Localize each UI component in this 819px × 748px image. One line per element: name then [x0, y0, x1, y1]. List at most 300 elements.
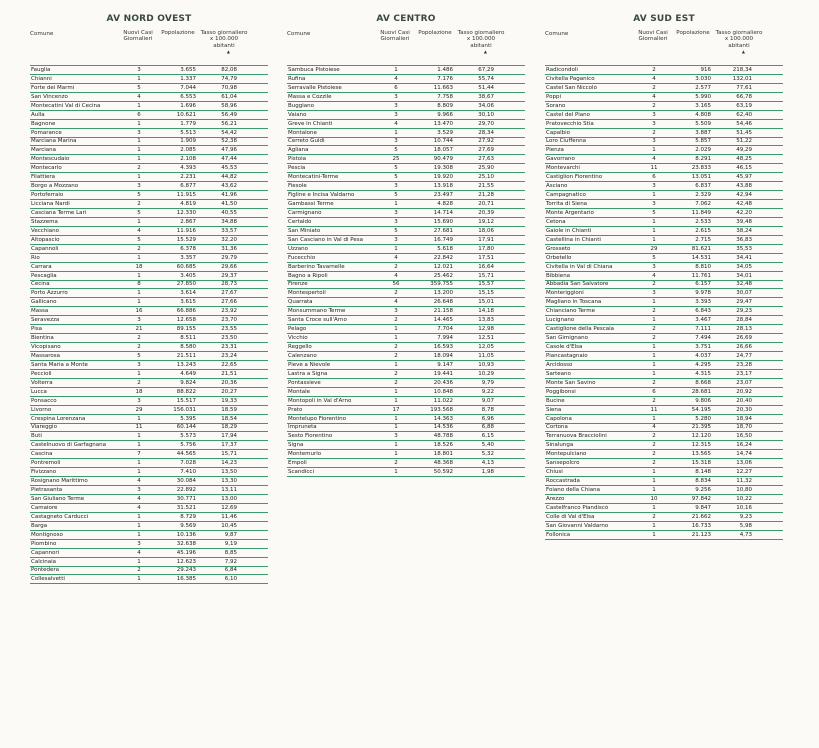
cell-comune: Capannori: [31, 549, 60, 556]
cell-new-cases: 5: [394, 192, 398, 199]
cell-population: 193.568: [430, 406, 453, 413]
cell-population: 30.084: [176, 478, 196, 485]
cell-rate: 9,07: [481, 397, 494, 404]
table-row: [30, 146, 268, 155]
cell-rate: 8,78: [481, 406, 494, 413]
cell-new-cases: 5: [652, 209, 656, 216]
table-row: [30, 218, 268, 227]
cell-new-cases: 2: [137, 344, 141, 351]
table-row: [30, 567, 268, 576]
cell-comune: Castelnuovo di Garfagnana: [31, 442, 107, 449]
cell-new-cases: 4: [137, 495, 141, 502]
cell-population: 3.030: [695, 75, 711, 82]
cell-rate: 21,28: [478, 192, 494, 199]
cell-new-cases: 1: [394, 397, 398, 404]
cell-comune: Barberino Tavarnelle: [288, 263, 345, 270]
table-row: [30, 84, 268, 93]
table-row: [30, 575, 268, 584]
cell-rate: 46,15: [736, 165, 752, 172]
cell-comune: San Vincenzo: [31, 93, 68, 100]
cell-comune: Castel San Niccolò: [546, 84, 597, 91]
cell-new-cases: 2: [394, 344, 398, 351]
header-new-cases[interactable]: Nuovi Casi Giornalieri: [638, 30, 668, 43]
cell-population: 12.330: [176, 209, 196, 216]
cell-new-cases: 1: [652, 236, 656, 243]
cell-population: 1.779: [180, 120, 196, 127]
cell-new-cases: 2: [137, 245, 141, 252]
cell-comune: Agliana: [288, 147, 309, 154]
table-row: [287, 468, 525, 477]
table-row: [545, 191, 783, 200]
cell-population: 916: [700, 66, 711, 73]
cell-new-cases: 1: [137, 370, 141, 377]
cell-comune: Gallicano: [31, 299, 57, 306]
cell-population: 32.638: [176, 540, 196, 547]
table-row: [30, 513, 268, 522]
cell-comune: Cascina: [31, 451, 53, 458]
table-row: [30, 441, 268, 450]
table-row: [30, 102, 268, 111]
cell-comune: Cortona: [546, 424, 568, 431]
cell-rate: 34,88: [221, 218, 237, 225]
cell-new-cases: 2: [652, 308, 656, 315]
cell-rate: 18,29: [221, 424, 237, 431]
cell-new-cases: 11: [650, 406, 658, 413]
cell-rate: 29,79: [221, 254, 237, 261]
cell-rate: 63,19: [736, 102, 752, 109]
panel-av-sud-est: [545, 8, 783, 540]
cell-rate: 23,17: [736, 370, 752, 377]
table-row: [287, 164, 525, 173]
cell-new-cases: 4: [652, 156, 656, 163]
cell-rate: 48,25: [736, 156, 752, 163]
sort-descending-icon[interactable]: ▲: [741, 48, 745, 54]
table-row: [287, 236, 525, 245]
cell-population: 21.123: [691, 531, 711, 538]
cell-rate: 4,73: [739, 531, 752, 538]
table-row: [30, 540, 268, 549]
cell-rate: 15,01: [478, 299, 494, 306]
cell-new-cases: 1: [137, 299, 141, 306]
sort-descending-icon[interactable]: ▲: [483, 48, 487, 54]
table-row: [30, 325, 268, 334]
header-comune[interactable]: Comune: [545, 31, 569, 37]
table-row: [545, 272, 783, 281]
table-row: [287, 263, 525, 272]
cell-population: 14.531: [691, 254, 711, 261]
table-row: [545, 424, 783, 433]
cell-comune: Massa: [31, 308, 49, 315]
header-population[interactable]: Popolazione: [161, 30, 195, 36]
table-row: [545, 531, 783, 540]
table-row: [30, 343, 268, 352]
table-row: [30, 415, 268, 424]
cell-new-cases: 1: [394, 469, 398, 476]
cell-new-cases: 5: [137, 352, 141, 359]
cell-population: 2.231: [180, 174, 196, 181]
cell-new-cases: 2: [652, 84, 656, 91]
cell-comune: Pomarance: [31, 129, 62, 136]
cell-rate: 49,29: [736, 147, 752, 154]
cell-rate: 10,29: [478, 370, 494, 377]
table-row: [545, 93, 783, 102]
cell-new-cases: 2: [652, 66, 656, 73]
cell-comune: Aulla: [31, 111, 45, 118]
cell-comune: Bagnone: [31, 120, 56, 127]
cell-population: 156.031: [173, 406, 196, 413]
cell-population: 12.315: [691, 442, 711, 449]
cell-comune: San Casciano in Val di Pesa: [288, 236, 363, 243]
table-row: [545, 343, 783, 352]
cell-rate: 17,37: [221, 442, 237, 449]
cell-population: 2.329: [695, 192, 711, 199]
cell-rate: 16,50: [736, 433, 752, 440]
cell-rate: 38,67: [478, 93, 494, 100]
cell-comune: Marciana Marina: [31, 138, 77, 145]
cell-rate: 14,23: [221, 460, 237, 467]
cell-rate: 62,40: [736, 111, 752, 118]
table-row: [287, 182, 525, 191]
cell-population: 8.810: [695, 263, 711, 270]
cell-population: 3.887: [695, 129, 711, 136]
table-row: [287, 227, 525, 236]
cell-population: 8.729: [180, 513, 196, 520]
cell-population: 29.243: [176, 567, 196, 574]
cell-comune: San Miniato: [288, 227, 321, 234]
cell-rate: 67,29: [478, 66, 494, 73]
cell-comune: Stazzema: [31, 218, 58, 225]
cell-comune: Pienza: [546, 147, 564, 154]
cell-population: 4.649: [180, 370, 196, 377]
table-row: [287, 289, 525, 298]
header-comune[interactable]: Comune: [30, 31, 54, 37]
cell-population: 16.733: [691, 522, 711, 529]
cell-comune: Radicondoli: [546, 66, 578, 73]
cell-new-cases: 4: [137, 549, 141, 556]
cell-population: 26.648: [433, 299, 453, 306]
cell-rate: 29,70: [478, 120, 494, 127]
cell-population: 1.486: [437, 66, 453, 73]
cell-new-cases: 2: [652, 335, 656, 342]
cell-new-cases: 1: [394, 388, 398, 395]
table-row: [545, 432, 783, 441]
cell-population: 3.467: [695, 317, 711, 324]
table-row: [545, 245, 783, 254]
table-row: [30, 531, 268, 540]
header-new-cases[interactable]: Nuovi Casi Giornalieri: [123, 30, 153, 43]
table-row: [30, 227, 268, 236]
cell-rate: 9,22: [481, 388, 494, 395]
cell-comune: Montespertoli: [288, 290, 326, 297]
panel-title: AV CENTRO: [376, 14, 436, 24]
cell-comune: Altopascio: [31, 236, 60, 243]
cell-new-cases: 2: [652, 102, 656, 109]
cell-population: 3.655: [180, 66, 196, 73]
cell-new-cases: 1: [394, 415, 398, 422]
cell-new-cases: 1: [137, 75, 141, 82]
cell-new-cases: 3: [394, 433, 398, 440]
data-table: [545, 65, 783, 540]
table-row: [287, 325, 525, 334]
sort-descending-icon[interactable]: ▲: [226, 48, 230, 54]
cell-rate: 18,94: [736, 415, 752, 422]
cell-new-cases: 2: [652, 281, 656, 288]
cell-rate: 28,84: [736, 317, 752, 324]
cell-comune: Follonica: [546, 531, 571, 538]
cell-population: 19.308: [433, 165, 453, 172]
table-row: [545, 495, 783, 504]
cell-comune: Borgo a Mozzano: [31, 183, 79, 190]
cell-population: 12.021: [433, 263, 453, 270]
cell-population: 27.850: [176, 281, 196, 288]
cell-comune: Gambassi Terme: [288, 201, 334, 208]
cell-comune: Porto Azzurro: [31, 290, 68, 297]
cell-rate: 40,55: [221, 209, 237, 216]
cell-rate: 20,27: [221, 388, 237, 395]
cell-rate: 34,05: [736, 263, 752, 270]
cell-comune: San Giovanni Valdarno: [546, 522, 609, 529]
cell-new-cases: 1: [652, 370, 656, 377]
table-row: [545, 468, 783, 477]
table-row: [30, 316, 268, 325]
cell-population: 18.801: [433, 451, 453, 458]
table-row: [545, 164, 783, 173]
cell-comune: Monte Argentario: [546, 209, 594, 216]
header-comune[interactable]: Comune: [287, 31, 311, 37]
cell-rate: 27,63: [478, 156, 494, 163]
table-row: [287, 415, 525, 424]
cell-rate: 6,88: [481, 424, 494, 431]
cell-rate: 8,85: [224, 549, 237, 556]
cell-comune: Sorano: [546, 102, 566, 109]
cell-new-cases: 11: [135, 424, 143, 431]
cell-rate: 29,37: [221, 272, 237, 279]
cell-population: 7.704: [437, 326, 453, 333]
cell-rate: 39,48: [736, 218, 752, 225]
cell-new-cases: 1: [137, 102, 141, 109]
cell-population: 9.978: [695, 290, 711, 297]
table-row: [287, 397, 525, 406]
table-row: [287, 93, 525, 102]
table-row: [30, 281, 268, 290]
cell-rate: 27,67: [221, 290, 237, 297]
cell-rate: 17,51: [478, 254, 494, 261]
cell-population: 11.761: [691, 272, 711, 279]
cell-rate: 12,05: [478, 344, 494, 351]
cell-comune: Castiglion Fiorentino: [546, 174, 603, 181]
cell-comune: Castelfranco Piandiscò: [546, 504, 609, 511]
cell-new-cases: 4: [137, 227, 141, 234]
cell-comune: Forte dei Marmi: [31, 84, 75, 91]
cell-comune: Siena: [546, 406, 562, 413]
cell-new-cases: 1: [394, 326, 398, 333]
cell-rate: 41,96: [221, 192, 237, 199]
header-rate[interactable]: [715, 30, 763, 55]
table-row: [30, 289, 268, 298]
cell-population: 2.108: [180, 156, 196, 163]
cell-population: 4.037: [695, 352, 711, 359]
cell-new-cases: 11: [650, 165, 658, 172]
cell-comune: Montemurlo: [288, 451, 322, 458]
cell-population: 54.195: [691, 406, 711, 413]
cell-new-cases: 2: [394, 460, 398, 467]
cell-comune: Capolona: [546, 415, 572, 422]
cell-comune: Carrara: [31, 263, 52, 270]
cell-new-cases: 2: [394, 290, 398, 297]
table-row: [287, 84, 525, 93]
cell-rate: 10,80: [736, 487, 752, 494]
cell-rate: 47,96: [221, 147, 237, 154]
cell-rate: 45,53: [221, 165, 237, 172]
cell-new-cases: 1: [137, 415, 141, 422]
cell-rate: 10,93: [478, 361, 494, 368]
table-row: [545, 227, 783, 236]
cell-new-cases: 2: [137, 165, 141, 172]
cell-new-cases: 1: [137, 460, 141, 467]
table-row: [545, 102, 783, 111]
header-population[interactable]: Popolazione: [418, 30, 452, 36]
cell-new-cases: 18: [135, 388, 143, 395]
cell-comune: Rufina: [288, 75, 306, 82]
cell-comune: Montecatini-Terme: [288, 174, 339, 181]
table-row: [287, 406, 525, 415]
cell-population: 90.479: [433, 156, 453, 163]
cell-rate: 13,83: [478, 317, 494, 324]
cell-rate: 28,73: [221, 281, 237, 288]
cell-new-cases: 6: [394, 84, 398, 91]
cell-comune: Lucca: [31, 388, 47, 395]
cell-new-cases: 5: [394, 147, 398, 154]
cell-comune: Sansepolcro: [546, 460, 580, 467]
cell-new-cases: 2: [652, 326, 656, 333]
cell-comune: Volterra: [31, 379, 53, 386]
header-rate[interactable]: [457, 30, 505, 55]
cell-new-cases: 1: [652, 147, 656, 154]
cell-population: 9.847: [695, 504, 711, 511]
cell-rate: 34,41: [736, 254, 752, 261]
cell-new-cases: 1: [652, 299, 656, 306]
header-rate-label: Tasso giornaliero x 100.000 abitanti: [200, 30, 248, 49]
cell-new-cases: 1: [137, 513, 141, 520]
cell-new-cases: 1: [652, 317, 656, 324]
table-row: [30, 254, 268, 263]
cell-comune: Pistoia: [288, 156, 307, 163]
cell-rate: 15,15: [478, 290, 494, 297]
panel-title: AV SUD EST: [633, 14, 695, 24]
table-row: [30, 155, 268, 164]
table-row: [30, 111, 268, 120]
table-row: [545, 298, 783, 307]
cell-new-cases: 6: [137, 111, 141, 118]
table-row: [287, 459, 525, 468]
cell-comune: Pontedera: [31, 567, 60, 574]
cell-comune: Peccioli: [31, 370, 52, 377]
cell-rate: 12,69: [221, 504, 237, 511]
cell-population: 8.668: [695, 379, 711, 386]
cell-rate: 77,61: [736, 84, 752, 91]
table-row: [287, 191, 525, 200]
cell-comune: Rio: [31, 254, 40, 261]
cell-rate: 15,71: [221, 451, 237, 458]
header-rate[interactable]: [200, 30, 248, 55]
cell-rate: 17,80: [478, 245, 494, 252]
cell-comune: Pontassieve: [288, 379, 321, 386]
cell-new-cases: 5: [137, 192, 141, 199]
cell-new-cases: 2: [394, 379, 398, 386]
table-row: [287, 209, 525, 218]
cell-rate: 12,27: [736, 469, 752, 476]
cell-population: 14.465: [433, 317, 453, 324]
cell-new-cases: 56: [392, 281, 400, 288]
cell-rate: 32,20: [221, 236, 237, 243]
cell-new-cases: 1: [394, 335, 398, 342]
cell-comune: Pietrasanta: [31, 487, 63, 494]
cell-comune: Greve in Chianti: [288, 120, 333, 127]
cell-new-cases: 5: [137, 236, 141, 243]
cell-population: 9.147: [437, 361, 453, 368]
table-row: [545, 388, 783, 397]
cell-new-cases: 5: [394, 174, 398, 181]
table-row: [287, 111, 525, 120]
cell-population: 2.867: [180, 218, 196, 225]
cell-rate: 56,49: [221, 111, 237, 118]
table-row: [287, 146, 525, 155]
table-row: [30, 93, 268, 102]
cell-comune: Bagno a Ripoli: [288, 272, 328, 279]
cell-comune: Montale: [288, 388, 311, 395]
cell-comune: San Gimignano: [546, 335, 588, 342]
cell-new-cases: 3: [137, 397, 141, 404]
cell-comune: Reggello: [288, 344, 312, 351]
cell-rate: 22,65: [221, 361, 237, 368]
table-row: [545, 415, 783, 424]
cell-new-cases: 3: [652, 120, 656, 127]
cell-new-cases: 2: [137, 379, 141, 386]
cell-population: 4.393: [180, 165, 196, 172]
cell-comune: Bibbiena: [546, 272, 571, 279]
cell-rate: 51,44: [478, 84, 494, 91]
table-row: [545, 218, 783, 227]
cell-comune: Poppi: [546, 93, 561, 100]
cell-population: 3.165: [695, 102, 711, 109]
table-row: [545, 370, 783, 379]
cell-comune: Pescaglia: [31, 272, 57, 279]
cell-population: 4.828: [437, 201, 453, 208]
cell-comune: Foiano della Chiana: [546, 487, 600, 494]
header-rate-label: Tasso giornaliero x 100.000 abitanti: [715, 30, 763, 49]
cell-new-cases: 3: [394, 183, 398, 190]
table-row: [545, 361, 783, 370]
header-new-cases[interactable]: Nuovi Casi Giornalieri: [380, 30, 410, 43]
cell-population: 14.714: [433, 209, 453, 216]
cell-comune: Uzzano: [288, 245, 309, 252]
cell-population: 5.990: [695, 93, 711, 100]
cell-new-cases: 25: [392, 156, 400, 163]
cell-population: 8.148: [695, 469, 711, 476]
cell-population: 7.044: [180, 84, 196, 91]
table-row: [30, 549, 268, 558]
cell-comune: Arezzo: [546, 495, 565, 502]
cell-comune: Quarrata: [288, 299, 313, 306]
cell-comune: Pisa: [31, 326, 42, 333]
cell-new-cases: 29: [650, 245, 658, 252]
cell-population: 19.920: [433, 174, 453, 181]
cell-new-cases: 1: [137, 442, 141, 449]
cell-population: 22.892: [176, 487, 196, 494]
cell-new-cases: 1: [137, 433, 141, 440]
header-population[interactable]: Popolazione: [676, 30, 710, 36]
cell-new-cases: 6: [652, 174, 656, 181]
